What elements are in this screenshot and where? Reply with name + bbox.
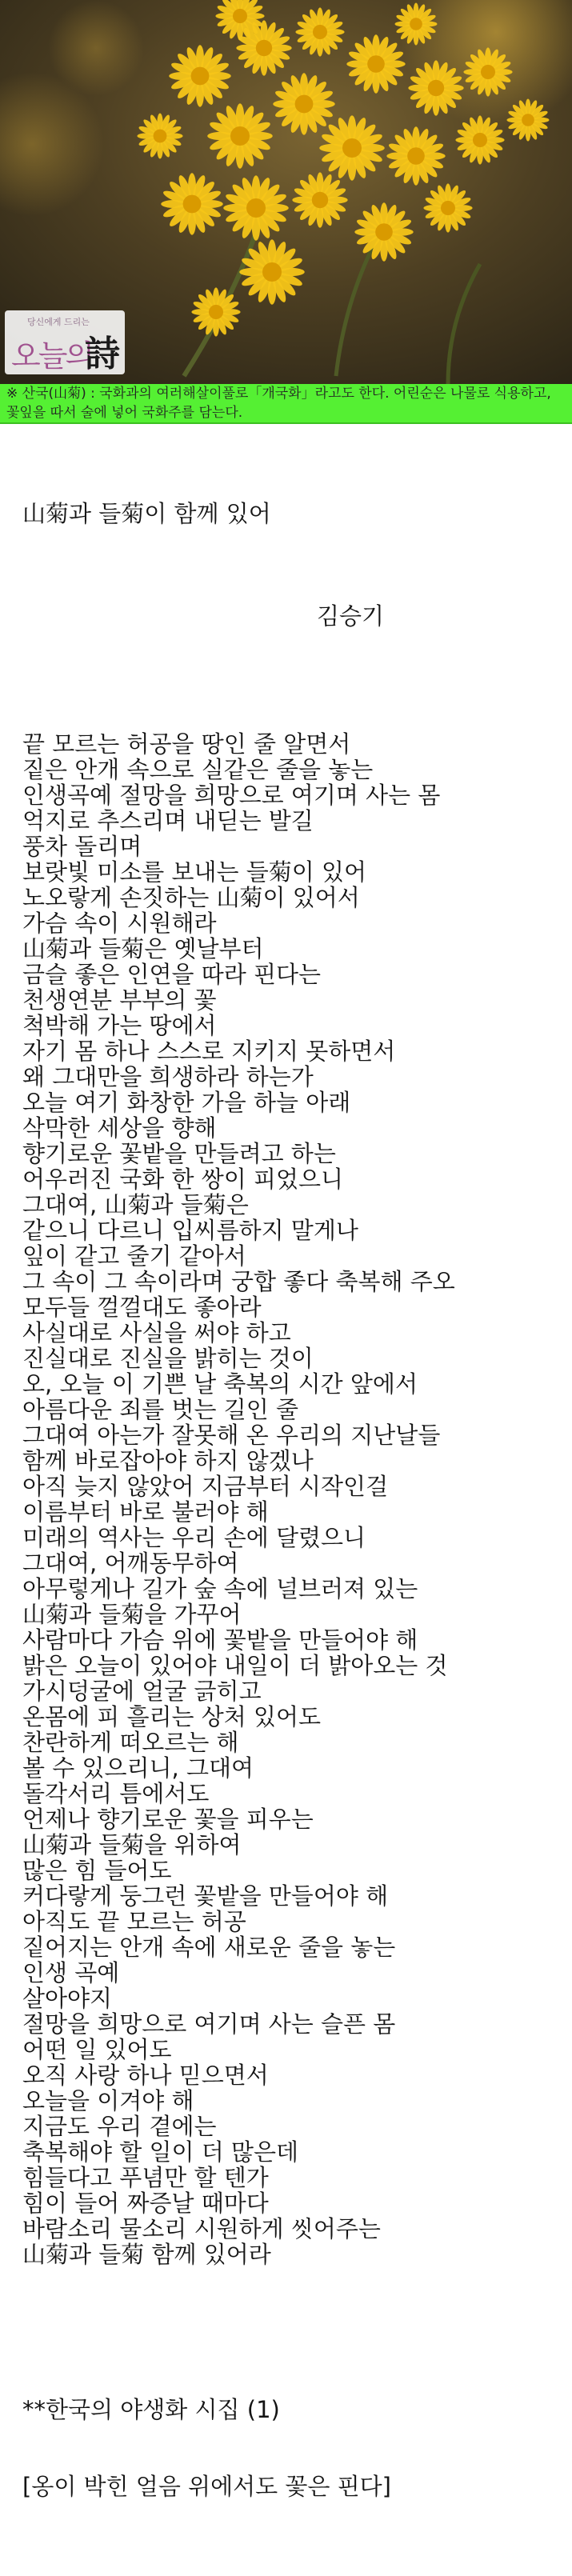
poem-line: 천생연분 부부의 꽃 xyxy=(22,986,217,1014)
poem-line: 힘이 들어 짜증날 때마다 xyxy=(22,2190,269,2217)
poem-line: 바람소리 물소리 시원하게 씻어주는 xyxy=(22,2215,381,2242)
flower-head xyxy=(273,73,335,135)
collection-series: **한국의 야생화 시집 (1) xyxy=(22,2396,280,2423)
poem-line: 그대여, 어깨동무하여 xyxy=(22,1550,239,1577)
poem-line: 아직 늦지 않았어 지금부터 시작인걸 xyxy=(22,1473,389,1500)
poem-line: 억지로 추스리며 내딛는 발길 xyxy=(22,807,314,834)
logo-name: 오늘의 xyxy=(11,338,93,374)
poem-line: 척박해 가는 땅에서 xyxy=(22,1012,217,1039)
poem-line: 山菊과 들菊을 가꾸어 xyxy=(22,1601,242,1628)
flower-head xyxy=(137,113,182,158)
poem-line: 노오랗게 손짓하는 山菊이 있어서 xyxy=(22,884,360,911)
poem-lines xyxy=(22,731,572,2267)
poem-line: 향기로운 꽃밭을 만들려고 하는 xyxy=(22,1140,336,1167)
poem-line: 진실대로 진실을 밝히는 것이 xyxy=(22,1345,314,1372)
flower-head xyxy=(191,287,240,336)
poem-line: 인생 곡예 xyxy=(22,1959,120,1986)
poem-line: 山菊과 들菊을 위하여 xyxy=(22,1831,242,1858)
poem-line: 아직도 끝 모르는 허공 xyxy=(22,1908,246,1935)
poem-line: 끝 모르는 허공을 땅인 줄 알면서 xyxy=(22,730,351,758)
flower-head xyxy=(463,47,512,96)
poem-line: 가슴 속이 시원해라 xyxy=(22,910,217,937)
poem-line: 왜 그대만을 희생하라 하는가 xyxy=(22,1063,314,1090)
poem-line: 그대여 아는가 잘못해 온 우리의 지난날들 xyxy=(22,1422,441,1449)
poem-line: 이름부터 바로 불러야 해 xyxy=(22,1498,269,1526)
flower-head xyxy=(394,2,437,45)
poem-line: 짙어지는 안개 속에 새로운 줄을 놓는 xyxy=(22,1934,396,1961)
poem-author: 김승기 xyxy=(317,602,385,630)
poem-line: 어우러진 국화 한 쌍이 피었으니 xyxy=(22,1166,344,1193)
poem-line: 미래의 역사는 우리 손에 달렸으니 xyxy=(22,1524,366,1551)
flower-head xyxy=(354,202,413,261)
poem-line: 같으니 다르니 입씨름하지 말게나 xyxy=(22,1217,358,1244)
poem-line: 함께 바로잡아야 하지 않겠나 xyxy=(22,1447,314,1474)
flower-head xyxy=(506,98,549,141)
poem-line: 커다랗게 둥그런 꽃밭을 만들어야 해 xyxy=(22,1882,389,1910)
flower-head xyxy=(423,183,472,232)
poem-line: 밝은 오늘이 있어야 내일이 더 밝아오는 것 xyxy=(22,1652,448,1679)
poem-line: 볼 수 있으리니, 그대여 xyxy=(22,1754,254,1782)
poem-line: 잎이 같고 줄기 같아서 xyxy=(22,1242,246,1270)
poem-line: 많은 힘 들어도 xyxy=(22,1857,172,1884)
plant-note: ※ 산국(山菊) : 국화과의 여러해살이풀로「개국화」라고도 한다. 어린순은 나물로 식용하고, 꽃잎을 따서 술에 넣어 국화주를 담는다. xyxy=(0,384,572,424)
poem-line: 山菊과 들菊 함께 있어라 xyxy=(22,2241,271,2268)
flower-head xyxy=(319,115,385,181)
poem-line: 온몸에 피 흘리는 상처 있어도 xyxy=(22,1703,322,1730)
flower-head xyxy=(455,115,504,164)
poem-line: 어떤 일 있어도 xyxy=(22,2036,172,2063)
flower-head xyxy=(408,60,463,115)
poem-line: 아름다운 죄를 벗는 길인 줄 xyxy=(22,1396,299,1423)
poem-line: 그 속이 그 속이라며 궁합 좋다 축복해 주오 xyxy=(22,1268,455,1295)
poem-footer xyxy=(22,2346,572,2550)
poem-line: 금슬 좋은 인연을 따라 핀다는 xyxy=(22,961,322,988)
poem-line: 오늘을 이겨야 해 xyxy=(22,2087,194,2114)
poem-line: 찬란하게 떠오르는 해 xyxy=(22,1729,239,1756)
header-photo xyxy=(0,0,572,384)
logo xyxy=(5,310,125,374)
flower-head xyxy=(386,126,445,185)
poem-line: 힘들다고 푸념만 할 텐가 xyxy=(22,2164,269,2191)
poem-line: 언제나 향기로운 꽃을 피우는 xyxy=(22,1806,314,1833)
poem-line: 짙은 안개 속으로 실같은 줄을 놓는 xyxy=(22,756,374,783)
poem-line: 아무렇게나 길가 숲 속에 널브러져 있는 xyxy=(22,1575,418,1602)
poem-line: 삭막한 세상을 향해 xyxy=(22,1114,217,1142)
poem-line: 오늘 여기 화창한 가을 하늘 아래 xyxy=(22,1089,351,1116)
poem-line: 인생곡예 절망을 희망으로 여기며 사는 몸 xyxy=(22,782,441,809)
poem-line: 풍차 돌리며 xyxy=(22,833,142,860)
poem-line: 오, 오늘 이 기쁜 날 축복의 시간 앞에서 xyxy=(22,1370,418,1398)
flower-head xyxy=(169,45,231,107)
flower-head xyxy=(161,173,223,235)
poem-title: 山菊과 들菊이 함께 있어 xyxy=(22,500,271,527)
logo-poem-char: 詩 xyxy=(85,334,120,374)
poem-line: 가시덩굴에 얼굴 긁히고 xyxy=(22,1678,262,1705)
poem-line: 돌각서리 틈에서도 xyxy=(22,1780,210,1807)
poem-line: 그대여, 山菊과 들菊은 xyxy=(22,1191,249,1218)
poem-line: 지금도 우리 곁에는 xyxy=(22,2113,217,2140)
flower-head xyxy=(346,34,405,93)
collection-title: [옹이 박힌 얼음 위에서도 꽃은 핀다] xyxy=(22,2473,391,2500)
poem-line: 山菊과 들菊은 옛날부터 xyxy=(22,935,264,962)
poem-body xyxy=(0,424,572,2576)
poem-line: 자기 몸 하나 스스로 지키지 못하면서 xyxy=(22,1038,396,1065)
poem-line: 사람마다 가슴 위에 꽃밭을 만들어야 해 xyxy=(22,1626,418,1654)
logo-tagline: 당신에게 드리는 xyxy=(27,317,90,327)
flower-head xyxy=(223,175,289,241)
poem-line: 절망을 희망으로 여기며 사는 슬픈 몸 xyxy=(22,2010,396,2038)
flower-head xyxy=(295,7,344,56)
poem-line: 모두들 껄껄대도 좋아라 xyxy=(22,1294,262,1321)
poem-line: 살아야지 xyxy=(22,1985,113,2012)
poem-line: 보랏빛 미소를 보내는 들菊이 있어 xyxy=(22,858,367,886)
flower-head xyxy=(207,103,273,169)
poem-line: 축복해야 할 일이 더 많은데 xyxy=(22,2138,299,2166)
poem-line: 사실대로 사실을 써야 하고 xyxy=(22,1319,291,1346)
flower-head xyxy=(239,239,305,305)
flower-head xyxy=(292,172,347,227)
poem-line: 오직 사랑 하나 믿으면서 xyxy=(22,2062,269,2089)
